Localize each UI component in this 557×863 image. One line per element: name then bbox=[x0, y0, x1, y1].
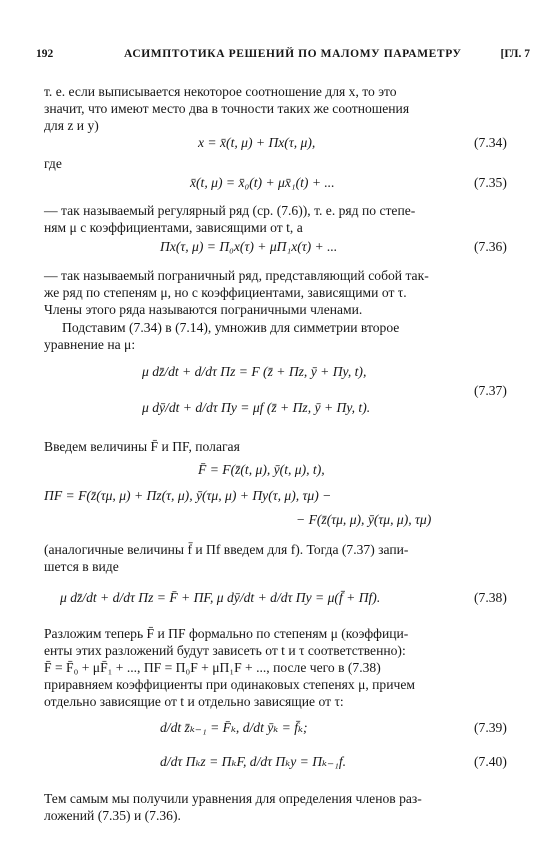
text-line: отдельно зависящие от t и отдельно зависящие от τ: bbox=[44, 694, 344, 709]
equation-7-40: d/dτ Πₖz = ΠₖF, d/dτ Πₖy = Πₖ₋₁f. bbox=[160, 754, 347, 769]
text-line: енты этих разложений будут зависеть от t и τ соответственно): bbox=[44, 643, 406, 658]
equation-number: (7.39) bbox=[474, 720, 507, 735]
text-line: Подставим (7.34) в (7.14), умножив для симметрии второе bbox=[62, 320, 400, 335]
text-line: Тем самым мы получили уравнения для определения членов раз- bbox=[44, 791, 422, 806]
equation-7-37b: μ dȳ/dt + d/dτ Πy = μf (z̄ + Πz, ȳ + Πy, t). bbox=[142, 400, 371, 415]
page-number: 192 bbox=[36, 48, 54, 60]
equation-number: (7.40) bbox=[474, 754, 507, 769]
equation-number: (7.35) bbox=[474, 175, 507, 190]
text-line: для z и y) bbox=[44, 118, 99, 133]
equation-F-bar: F̄ = F(z̄(t, μ), ȳ(t, μ), t), bbox=[198, 462, 325, 477]
text-line: шется в виде bbox=[44, 559, 119, 574]
equation-7-34: x = x̄(t, μ) + Πx(τ, μ), bbox=[198, 135, 316, 150]
equation-7-39: d/dt z̄ₖ₋₁ = F̄ₖ, d/dt ȳₖ = f̄ₖ; bbox=[160, 720, 308, 735]
equation-Pi-F: ΠF = F(z̄(τμ, μ) + Πz(τ, μ), ȳ(τμ, μ) + Πy(τ, μ), τμ) − bbox=[44, 488, 332, 503]
running-title: АСИМПТОТИКА РЕШЕНИЙ ПО МАЛОМУ ПАРАМЕТРУ bbox=[124, 48, 462, 60]
chapter-label: [ГЛ. 7 bbox=[500, 48, 530, 60]
text-line: Разложим теперь F̄ и ΠF формально по степеням μ (коэффици- bbox=[44, 626, 409, 641]
text-line: (аналогичные величины f̄ и Πf введем для f). Тогда (7.37) запи- bbox=[44, 542, 409, 557]
equation-Pi-F-cont: − F(z̄(τμ, μ), ȳ(τμ, μ), τμ) bbox=[296, 512, 432, 527]
page-header bbox=[36, 48, 530, 66]
equation-7-36: Πx(τ, μ) = Π₀x(τ) + μΠ₁x(τ) + ... bbox=[160, 239, 338, 254]
text-line: ням μ с коэффициентами, зависящими от t, а bbox=[44, 220, 303, 235]
text-line: — так называемый регулярный ряд (ср. (7.6)), т. е. ряд по степе- bbox=[44, 203, 416, 218]
equation-number: (7.34) bbox=[474, 135, 507, 150]
text-line: ложений (7.35) и (7.36). bbox=[44, 808, 181, 823]
text-line: — так называемый пограничный ряд, представляющий собой так- bbox=[44, 268, 429, 283]
text-line: т. е. если выписывается некоторое соотношение для x, то это bbox=[44, 84, 397, 99]
text-line: же ряд по степеням μ, но с коэффициентами, зависящими от τ. bbox=[44, 285, 407, 300]
equation-number: (7.37) bbox=[474, 383, 507, 398]
text-line: приравняем коэффициенты при одинаковых степенях μ, причем bbox=[44, 677, 415, 692]
text-line: F̄ = F̄₀ + μF̄₁ + ..., ΠF = Π₀F + μΠ₁F + ..., после чего в (7.38) bbox=[44, 660, 381, 675]
equation-number: (7.36) bbox=[474, 239, 507, 254]
text-line: значит, что имеют место два в точности таких же соотношения bbox=[44, 101, 410, 116]
text-line: где bbox=[44, 156, 62, 171]
text-line: Члены этого ряда называются пограничными членами. bbox=[44, 302, 363, 317]
equation-number: (7.38) bbox=[474, 590, 507, 605]
equation-7-35: x̄(t, μ) = x̄₀(t) + μx̄₁(t) + ... bbox=[190, 175, 335, 190]
text-line: Введем величины F̄ и ΠF, полагая bbox=[44, 439, 240, 454]
text-line: уравнение на μ: bbox=[44, 337, 136, 352]
equation-7-37a: μ dz̄/dt + d/dτ Πz = F (z̄ + Πz, ȳ + Πy, t), bbox=[142, 364, 367, 379]
equation-7-38: μ dz̄/dt + d/dτ Πz = F̄ + ΠF, μ dȳ/dt + d/dτ Πy = μ(f̄ + Πf). bbox=[60, 590, 381, 605]
